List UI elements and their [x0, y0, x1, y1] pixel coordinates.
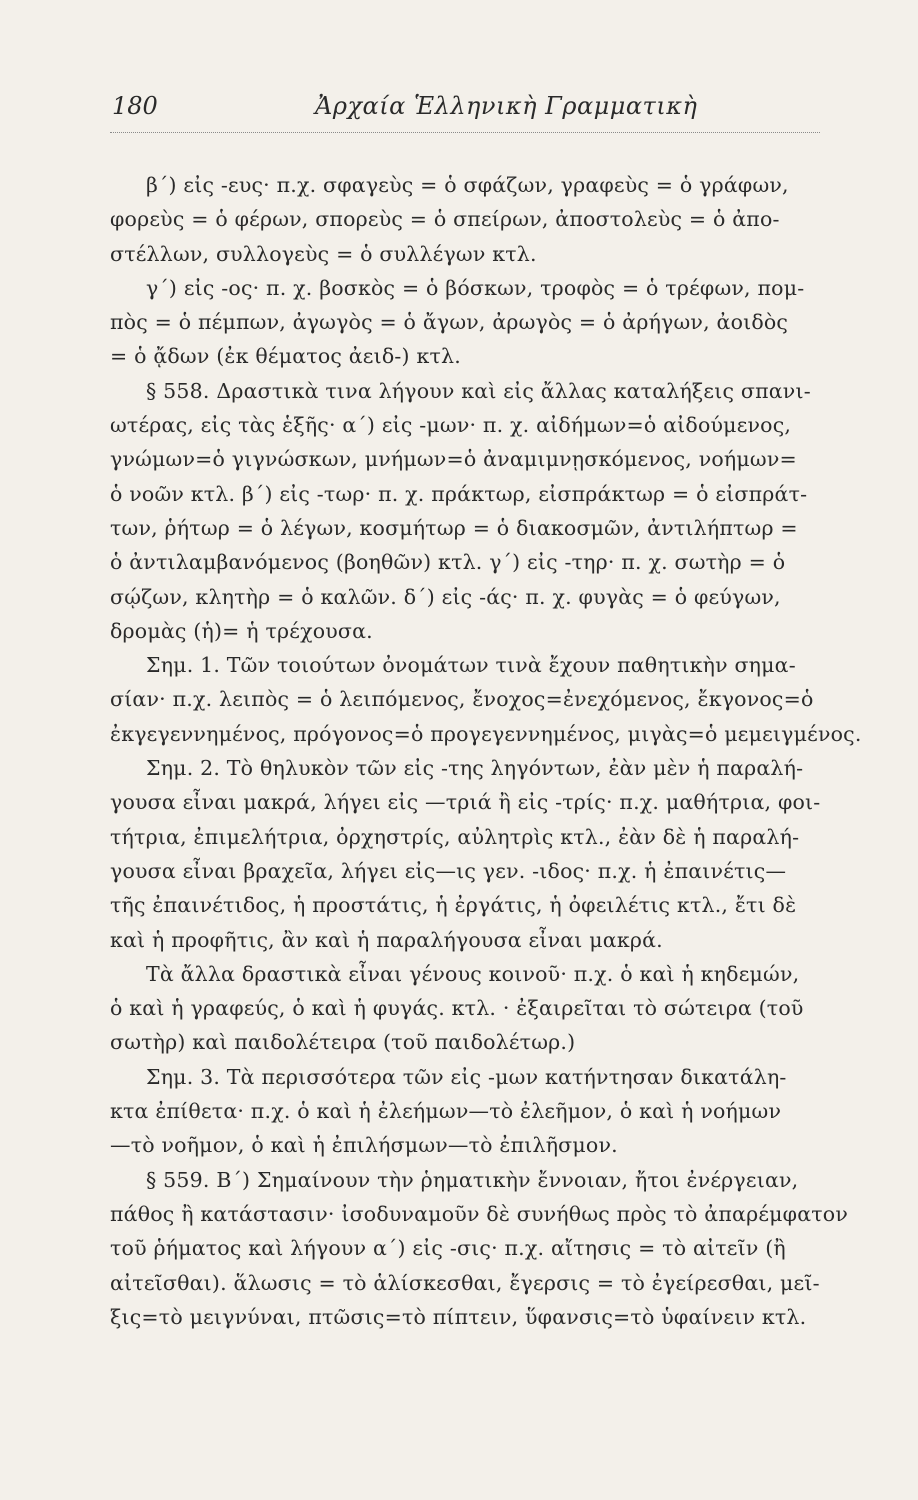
text-line: —τὸ νοῆμον, ὁ καὶ ἡ ἐπιλήσμων—τὸ ἐπιλῆσμον. — [110, 1133, 618, 1158]
text-line: ὁ νοῶν κτλ. β΄) εἰς -τωρ· π. χ. πράκτωρ, εἰσπράκτωρ = ὁ εἰσπράτ- — [110, 481, 808, 506]
text-line: τοῦ ῥήματος καὶ λήγουν α΄) εἰς -σις· π.χ. αἴτησις = τὸ αἰτεῖν (ἢ — [110, 1236, 786, 1261]
text-line: ὁ καὶ ἡ γραφεύς, ὁ καὶ ἡ φυγάς. κτλ. · ἐξαιρεῖται τὸ σώτειρα (τοῦ — [110, 996, 804, 1021]
text-line: σίαν· π.χ. λειπὸς = ὁ λειπόμενος, ἔνοχος=ἐνεχόμενος, ἔκγονος=ὁ — [110, 687, 814, 712]
page-number: 180 — [112, 92, 158, 120]
text-line: ὁ ἀντιλαμβανόμενος (βοηθῶν) κτλ. γ΄) εἰς -τηρ· π. χ. σωτὴρ = ὁ — [110, 550, 786, 575]
text-line: γνώμων=ὁ γιγνώσκων, μνήμων=ὁ ἀναμιμνῃσκόμενος, νοήμων= — [110, 447, 797, 472]
text-line: σῴζων, κλητὴρ = ὁ καλῶν. δ΄) εἰς -άς· π. χ. φυγὰς = ὁ φεύγων, — [110, 584, 781, 609]
text-line: στέλλων, συλλογεὺς = ὁ συλλέγων κτλ. — [110, 241, 537, 266]
running-title: Ἀρχαία Ἑλληνικὴ Γραμματικὴ — [315, 92, 698, 120]
text-line: πάθος ἢ κατάστασιν· ἰσοδυναμοῦν δὲ συνήθως πρὸς τὸ ἀπαρέμφατον — [110, 1201, 849, 1226]
text-line: § 558. Δραστικὰ τινα λήγουν καὶ εἰς ἄλλας καταλήξεις σπανι- — [146, 378, 811, 403]
text-line: = ὁ ᾄδων (ἐκ θέματος ἀειδ-) κτλ. — [110, 344, 461, 369]
text-line: φορεὺς = ὁ φέρων, σπορεὺς = ὁ σπείρων, ἀποστολεὺς = ὁ ἀπο- — [110, 207, 780, 232]
text-line: β΄) εἰς -ευς· π.χ. σφαγεὺς = ὁ σφάζων, γραφεὺς = ὁ γράφων, — [146, 173, 789, 197]
text-line: γουσα εἶναι μακρά, λήγει εἰς —τριά ἢ εἰς -τρίς· π.χ. μαθήτρια, φοι- — [110, 790, 821, 815]
text-line: γ΄) εἰς -ος· π. χ. βοσκὸς = ὁ βόσκων, τροφὸς = ὁ τρέφων, πομ- — [146, 275, 805, 300]
text-line: των, ῥήτωρ = ὁ λέγων, κοσμήτωρ = ὁ διακοσμῶν, ἀντιλήπτωρ = — [110, 515, 798, 540]
text-line: ξις=τὸ μειγνύναι, πτῶσις=τὸ πίπτειν, ὕφανσις=τὸ ὑφαίνειν κτλ. — [110, 1304, 807, 1329]
text-line: § 559. Β΄) Σημαίνουν τὴν ῥηματικὴν ἔννοιαν, ἤτοι ἐνέργειαν, — [146, 1167, 799, 1192]
text-line: Σημ. 2. Τὸ θηλυκὸν τῶν εἰς -της ληγόντων, ἐὰν μὲν ἡ παραλή- — [146, 756, 804, 781]
text-line: Τὰ ἄλλα δραστικὰ εἶναι γένους κοινοῦ· π.χ. ὁ καὶ ἡ κηδεμών, — [146, 961, 800, 986]
text-line: κτα ἐπίθετα· π.χ. ὁ καὶ ἡ ἐλεήμων—τὸ ἐλεῆμον, ὁ καὶ ἡ νοήμων — [110, 1099, 782, 1124]
text-line: πὸς = ὁ πέμπων, ἀγωγὸς = ὁ ἄγων, ἀρωγὸς = ὁ ἀρήγων, ἀοιδὸς — [110, 310, 789, 335]
text-line: καὶ ἡ προφῆτις, ἂν καὶ ἡ παραλήγουσα εἶναι μακρά. — [110, 927, 663, 952]
text-line: δρομὰς (ἡ)= ἡ τρέχουσα. — [110, 618, 373, 643]
text-line: Σημ. 1. Τῶν τοιούτων ὀνομάτων τινὰ ἔχουν παθητικὴν σημα- — [146, 653, 796, 678]
text-line: ἐκγεγεννημένος, πρόγονος=ὁ προγεγεννημένος, μιγὰς=ὁ μεμειγμένος. — [110, 721, 862, 746]
text-line: τήτρια, ἐπιμελήτρια, ὀρχηστρίς, αὐλητρὶς κτλ., ἐὰν δὲ ἡ παραλή- — [110, 824, 800, 849]
body-text — [110, 168, 895, 1334]
text-line: τῆς ἐπαινέτιδος, ἡ προστάτις, ἡ ἐργάτις, ἡ ὀφειλέτις κτλ., ἔτι δὲ — [110, 893, 797, 918]
text-line: ωτέρας, εἰς τὰς ἑξῆς· α΄) εἰς -μων· π. χ. αἰδήμων=ὁ αἰδούμενος, — [110, 413, 792, 438]
page-header — [110, 92, 820, 133]
text-line: αἰτεῖσθαι). ἅλωσις = τὸ ἁλίσκεσθαι, ἔγερσις = τὸ ἐγείρεσθαι, μεῖ- — [110, 1270, 820, 1295]
text-line: σωτὴρ) καὶ παιδολέτειρα (τοῦ παιδολέτωρ.) — [110, 1030, 576, 1055]
text-line: γουσα εἶναι βραχεῖα, λήγει εἰς—ις γεν. -ιδος· π.χ. ἡ ἐπαινέτις— — [110, 858, 787, 883]
text-line: Σημ. 3. Τὰ περισσότερα τῶν εἰς -μων κατήντησαν δικατάλη- — [146, 1064, 787, 1089]
